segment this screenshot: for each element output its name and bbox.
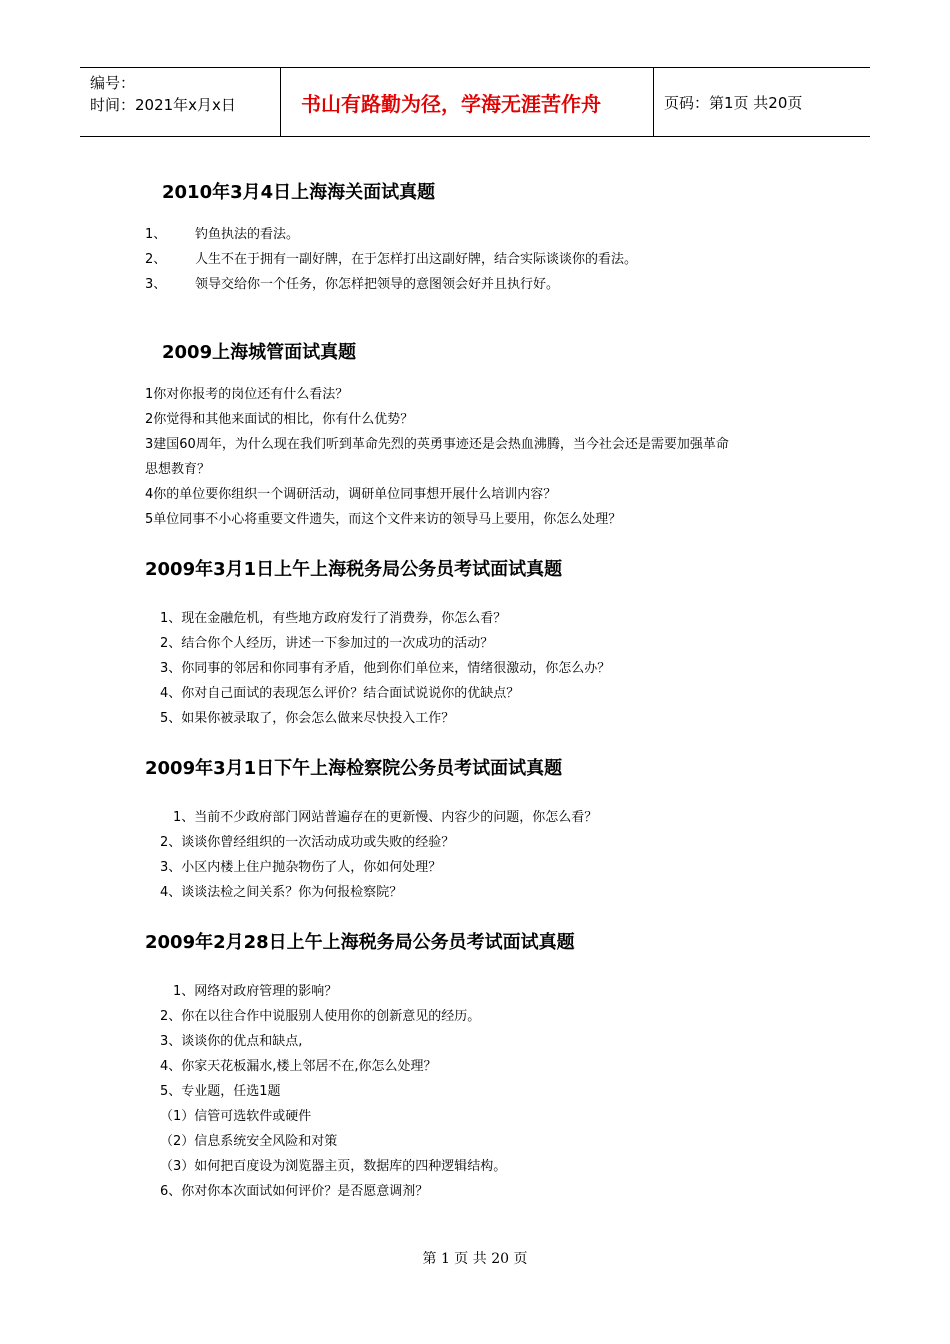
time-label: 时间：2021年x月x日 (90, 96, 236, 114)
list-item: 2你觉得和其他来面试的相比，你有什么优势？ (145, 412, 414, 427)
section-title-urban-management-2009: 2009上海城管面试真题 (162, 342, 357, 363)
list-item: 3、谈谈你的优点和缺点, (160, 1034, 303, 1049)
page-footer: 第 1 页 共 20 页 (422, 1251, 528, 1267)
list-item: 1、网络对政府管理的影响？ (173, 984, 338, 999)
list-item: （3）如何把百度设为浏览器主页，数据库的四种逻辑结构。 (160, 1159, 507, 1174)
list-item: 1、现在金融危机，有些地方政府发行了消费券，你怎么看？ (160, 611, 507, 626)
section-title-tax-bureau-feb28: 2009年2月28日上午上海税务局公务员考试面试真题 (145, 932, 575, 953)
list-item: 2、 人生不在于拥有一副好牌，在于怎样打出这副好牌，结合实际谈谈你的看法。 (145, 252, 638, 267)
list-item: （2）信息系统安全风险和对策 (160, 1134, 338, 1149)
list-item: 6、你对你本次面试如何评价？是否愿意调剂？ (160, 1184, 429, 1199)
list-item: 2、谈谈你曾经组织的一次活动成功或失败的经验？ (160, 835, 455, 850)
section-title-tax-bureau-morning: 2009年3月1日上午上海税务局公务员考试面试真题 (145, 559, 563, 580)
header-motto: 书山有路勤为径，学海无涯苦作舟 (281, 68, 654, 136)
list-item: 1、 钓鱼执法的看法。 (145, 227, 300, 242)
section-title-customs-2010: 2010年3月4日上海海关面试真题 (162, 182, 436, 203)
list-item: （1）信管可选软件或硬件 (160, 1109, 312, 1124)
header-page-number: 页码：第1页 共20页 (664, 93, 803, 112)
page-header (80, 67, 870, 137)
list-item: 3建国60周年，为什么现在我们听到革命先烈的英勇事迹还是会热血沸腾，当今社会还是需要加强革命 (145, 437, 729, 452)
list-item: 4你的单位要你组织一个调研活动，调研单位同事想开展什么培训内容？ (145, 487, 557, 502)
list-item: 3、小区内楼上住户抛杂物伤了人，你如何处理？ (160, 860, 442, 875)
section-title-procuratorate-afternoon: 2009年3月1日下午上海检察院公务员考试面试真题 (145, 758, 563, 779)
list-item: 4、谈谈法检之间关系？你为何报检察院？ (160, 885, 403, 900)
list-item: 2、结合你个人经历，讲述一下参加过的一次成功的活动？ (160, 636, 494, 651)
list-item: 思想教育？ (145, 462, 211, 477)
list-item: 2、你在以往合作中说服别人使用你的创新意见的经历。 (160, 1009, 481, 1024)
header-left-cell (80, 68, 281, 136)
serial-number-label: 编号： (90, 74, 136, 92)
list-item: 3、 领导交给你一个任务，你怎样把领导的意图领会好并且执行好。 (145, 277, 560, 292)
list-item: 5、专业题，任选1题 (160, 1084, 281, 1099)
list-item: 5单位同事不小心将重要文件遗失，而这个文件来访的领导马上要用，你怎么处理？ (145, 512, 622, 527)
list-item: 5、如果你被录取了，你会怎么做来尽快投入工作？ (160, 711, 455, 726)
list-item: 4、你家天花板漏水,楼上邻居不在,你怎么处理？ (160, 1059, 437, 1074)
list-item: 3、你同事的邻居和你同事有矛盾，他到你们单位来，情绪很激动，你怎么办？ (160, 661, 611, 676)
list-item: 1、当前不少政府部门网站普遍存在的更新慢、内容少的问题，你怎么看？ (173, 810, 598, 825)
list-item: 1你对你报考的岗位还有什么看法？ (145, 387, 349, 402)
list-item: 4、你对自己面试的表现怎么评价？结合面试说说你的优缺点？ (160, 686, 520, 701)
